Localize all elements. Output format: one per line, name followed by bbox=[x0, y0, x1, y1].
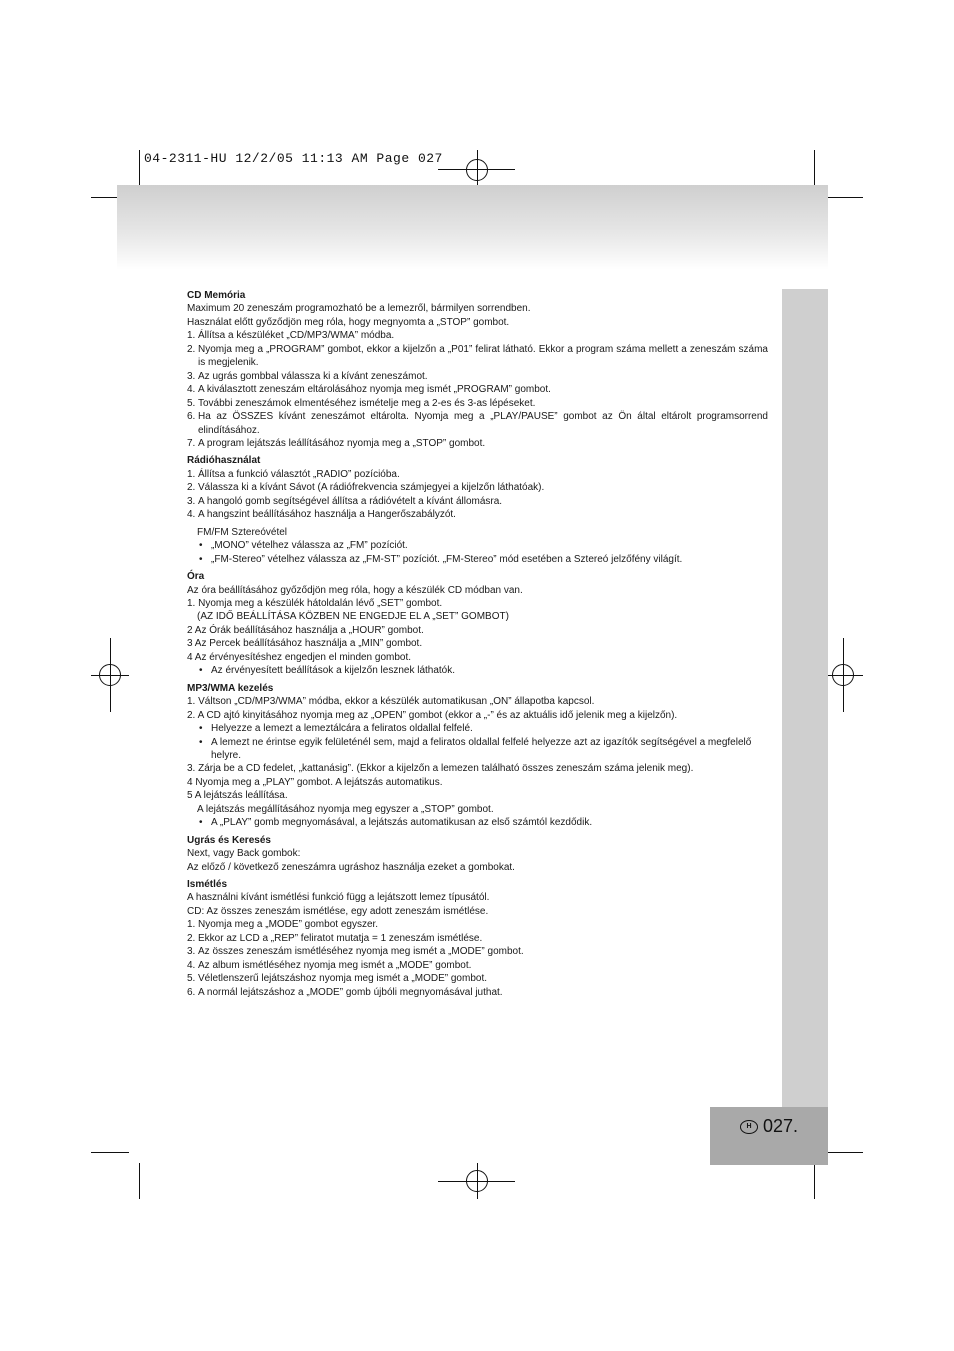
section-repeat bbox=[187, 878, 768, 999]
list-item: 3. A hangoló gomb segítségével állítsa a rádióvételt a kívánt állomásra. bbox=[187, 495, 503, 507]
list-item: 2. Ekkor az LCD a „REP” feliratot mutatja = 1 zeneszám ismétlése. bbox=[187, 932, 483, 944]
list-item: 2. Nyomja meg a „PROGRAM” gombot, ekkor a kijelzőn a „P01” felirat látható. Ekkor a program száma mellett a zeneszám száma is megjelenik. bbox=[187, 343, 768, 369]
list-item: 3. Zárja be a CD fedelet, „kattanásig”. (Ekkor a kijelzőn a lemezen található összes zeneszám száma jelenik meg). bbox=[187, 763, 694, 775]
list-item: 6. A normál lejátszáshoz a „MODE” gomb újbóli megnyomásával juthat. bbox=[187, 986, 503, 998]
section-title: Rádióhasználat bbox=[187, 455, 261, 467]
list-item: 6. Ha az ÖSSZES kívánt zeneszámot eltárolta. Nyomja meg a „PLAY/PAUSE” gombot az Ön által eltárolt programsorrend elindításához. bbox=[187, 411, 768, 436]
paragraph: Maximum 20 zeneszám programozható be a lemezről, bármilyen sorrendben. bbox=[187, 303, 531, 315]
list-item: 3 Az Percek beállításához használja a „MIN” gombot. bbox=[187, 638, 423, 650]
section-cd-memory bbox=[187, 289, 768, 450]
side-tab-bar bbox=[782, 289, 828, 1107]
list-item: 4. A hangszint beállításához használja a Hangerőszabályzót. bbox=[187, 509, 456, 521]
bullet-item: • „FM-Stereo” vételhez válassza az „FM-ST” pozíciót. „FM-Stereo” mód esetében a Sztereó jelzőfény világít. bbox=[199, 553, 683, 565]
section-title: Ugrás és Keresés bbox=[187, 834, 271, 846]
list-item: 2 Az Órák beállításához használja a „HOUR” gombot. bbox=[187, 624, 424, 636]
bullet-item: • A „PLAY” gomb megnyomásával, a lejátszás automatikusan az első számtól kezdődik. bbox=[199, 817, 593, 829]
list-item: 4 Az érvényesítéshez engedjen el minden gombot. bbox=[187, 651, 412, 663]
list-item: 1. Állítsa a funkció választót „RADIO” pozícióba. bbox=[187, 468, 400, 480]
note: A lejátszás megállításához nyomja meg egyszer a „STOP” gombot. bbox=[197, 803, 494, 815]
section-title: Ismétlés bbox=[187, 879, 228, 891]
list-item: 2. A CD ajtó kinyitásához nyomja meg az „OPEN” gombot (ekkor a „-” és az aktuális idő jelenik meg a kijelzőn). bbox=[187, 709, 678, 721]
bullet-item: • A lemezt ne érintse egyik felületénél sem, majd a feliratos oldallal felfelé helyezze azt az igazítók segítségével a megfelelő helyre. bbox=[199, 736, 752, 761]
list-item: 1. Nyomja meg a készülék hátoldalán lévő „SET” gombot. bbox=[187, 597, 443, 609]
paragraph: A használni kívánt ismétlési funkció függ a lejátszott lemez típusától. bbox=[187, 892, 490, 904]
paragraph: CD: Az összes zeneszám ismétlése, egy adott zeneszám ismétlése. bbox=[187, 905, 489, 917]
paragraph: Az előző / következő zeneszámra ugráshoz használja ezeket a gombokat. bbox=[187, 861, 515, 873]
section-title: CD Memória bbox=[187, 290, 246, 301]
manual-content bbox=[187, 289, 768, 1003]
section-title: MP3/WMA kezelés bbox=[187, 682, 274, 694]
list-item: 4. Az album ismétléséhez nyomja meg ismét a „MODE” gombot. bbox=[187, 959, 472, 971]
print-slug: 04-2311-HU 12/2/05 11:13 AM Page 027 bbox=[144, 151, 443, 166]
list-item: 3. Az összes zeneszám ismétléséhez nyomja meg ismét a „MODE” gombot. bbox=[187, 946, 524, 958]
list-item: 5 A lejátszás leállítása. bbox=[187, 790, 288, 802]
paragraph: Az óra beállításához győződjön meg róla, hogy a készülék CD módban van. bbox=[187, 584, 523, 596]
list-item: 5. További zeneszámok elmentéséhez ismételje meg a 2-es és 3-as lépéseket. bbox=[187, 397, 536, 409]
list-item: 5. Véletlenszerű lejátszáshoz nyomja meg ismét a „MODE” gombot. bbox=[187, 973, 488, 985]
section-skip-search bbox=[187, 834, 768, 874]
bullet-item: • Az érvényesített beállítások a kijelzőn lesznek láthatók. bbox=[199, 665, 456, 677]
paragraph: Használat előtt győződjön meg róla, hogy megnyomta a „STOP” gombot. bbox=[187, 316, 510, 328]
list-item: 4. A kiválasztott zeneszám eltárolásához nyomja meg ismét „PROGRAM” gombot. bbox=[187, 384, 551, 396]
bullet-item: • „MONO” vételhez válassza az „FM” pozíciót. bbox=[199, 540, 408, 552]
header-band bbox=[117, 185, 828, 270]
paragraph: Next, vagy Back gombok: bbox=[187, 848, 301, 860]
section-mp3-wma bbox=[187, 682, 768, 830]
bullet-item: • Helyezze a lemezt a lemeztálcára a feliratos oldallal felfelé. bbox=[199, 723, 473, 735]
list-item: 1. Nyomja meg a „MODE” gombot egyszer. bbox=[187, 919, 379, 931]
list-item: 3. Az ugrás gombbal válassza ki a kívánt zeneszámot. bbox=[187, 370, 428, 382]
section-title: Óra bbox=[187, 571, 205, 583]
subheading: FM/FM Sztereóvétel bbox=[197, 526, 288, 538]
list-item: 1. Váltson „CD/MP3/WMA” módba, ekkor a készülék automatikusan „ON” állapotba kapcsol. bbox=[187, 696, 595, 708]
list-item: 7. A program lejátszás leállításához nyomja meg a „STOP” gombot. bbox=[187, 437, 486, 449]
list-item: 1. Állítsa a készüléket „CD/MP3/WMA” módba. bbox=[187, 330, 395, 342]
page-number bbox=[740, 1116, 798, 1137]
section-radio bbox=[187, 454, 768, 566]
page-number-text: 027. bbox=[763, 1116, 799, 1136]
list-item: 4 Nyomja meg a „PLAY” gombot. A lejátszás automatikus. bbox=[187, 776, 443, 788]
note: (AZ IDŐ BEÁLLÍTÁSA KÖZBEN NE ENGEDJE EL A „SET” GOMBOT) bbox=[197, 611, 509, 623]
list-item: 2. Válassza ki a kívánt Sávot (A rádiófrekvencia számjegyei a kijelzőn láthatóak). bbox=[187, 482, 545, 494]
section-clock bbox=[187, 570, 768, 678]
language-badge: H bbox=[740, 1120, 758, 1134]
